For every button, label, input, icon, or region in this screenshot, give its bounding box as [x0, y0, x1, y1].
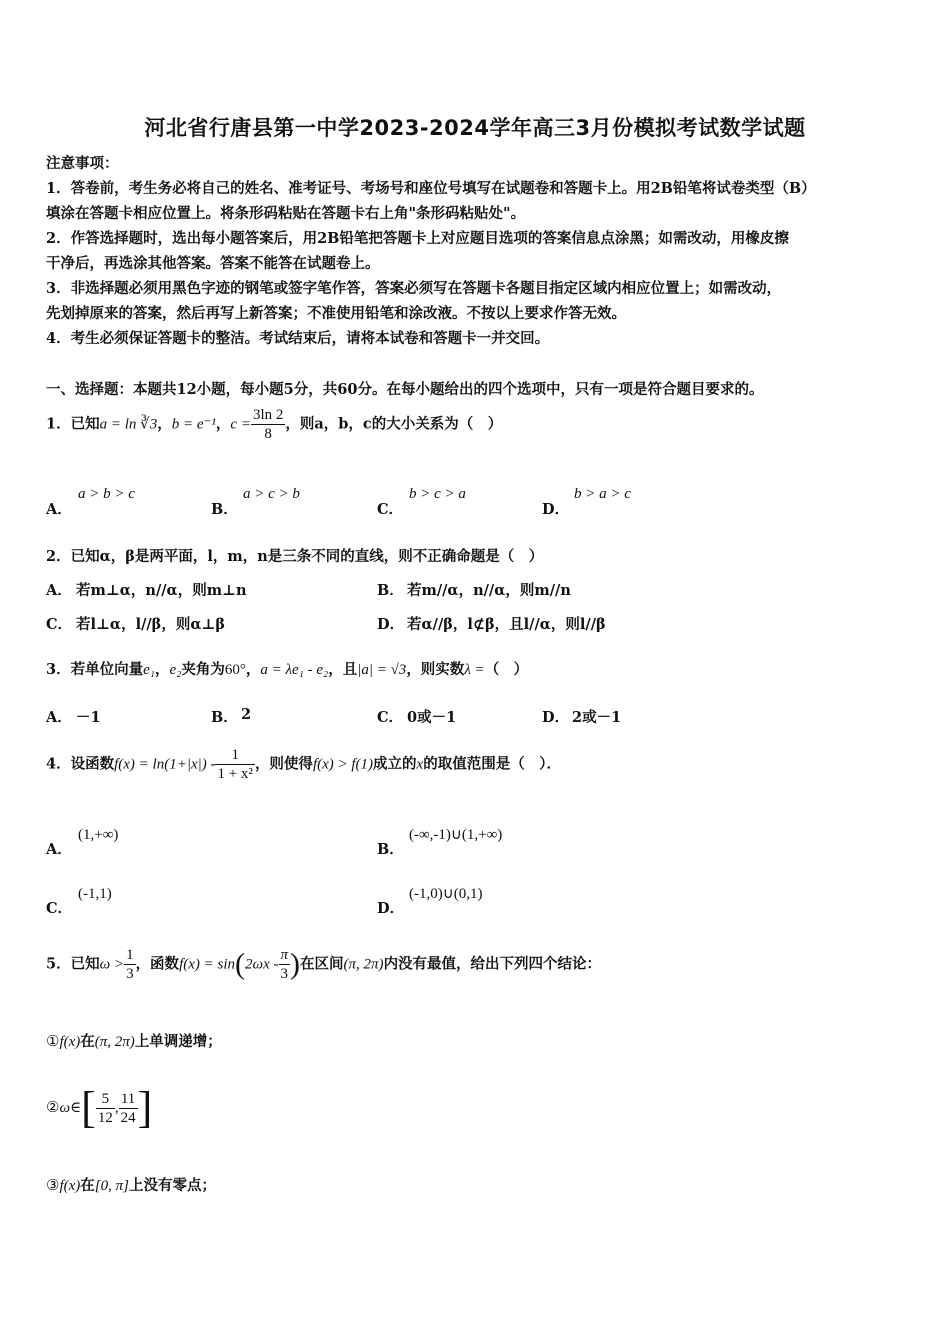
math-a-expr: a = ln ∛3	[99, 416, 158, 433]
notice-line: 干净后，再选涂其他答案。答案不能答在试题卷上。	[46, 255, 380, 272]
circled-number: ①	[46, 1034, 60, 1050]
option-text: 2	[241, 706, 252, 723]
fraction: $\frac{5}{12}$	[97, 1090, 113, 1126]
notice-line: 先划掉原来的答案，然后再写上新答案；不准使用铅笔和涂改液。不按以上要求作答无效。	[46, 305, 626, 322]
circled-number: ②	[46, 1100, 60, 1116]
option-math: (-1,1)	[78, 886, 112, 902]
option-math: (1,+∞)	[78, 827, 119, 843]
option-math: b > c > a	[409, 486, 466, 502]
option-text: 若m//α，n//α，则m//n	[407, 582, 571, 599]
option-label: D．	[542, 709, 570, 726]
question-1-stem: 1．已知a = ln ∛3，b = e⁻¹，c = $\frac{3\ln 2}{8}$ ，则a，b，c的大小关系为（ ）	[46, 407, 503, 442]
notice-line: 2．作答选择题时，选出每小题答案后，用2B铅笔把答题卡上对应题目选项的答案信息点涂黑；如需改动，用橡皮擦	[46, 230, 789, 247]
option-text: 若α//β，l⊄β，且l//α，则l//β	[407, 616, 606, 633]
notice-heading: 注意事项：	[46, 155, 119, 172]
fraction: $\frac{1}{3}$	[126, 947, 134, 982]
option-math: (-1,0)∪(0,1)	[409, 886, 483, 902]
notice-line: 填涂在答题卡相应位置上。将条形码粘贴在答题卡右上角"条形码粘贴处"。	[46, 205, 526, 222]
conclusion-3: ③f(x)在[0, π]上没有零点；	[46, 1177, 216, 1194]
option-math: (-∞,-1)∪(1,+∞)	[409, 827, 503, 843]
math-b-expr: b = e⁻¹	[171, 416, 216, 433]
option-text: 若l⊥α，l//β，则α⊥β	[76, 616, 226, 633]
option-text: 0或－1	[407, 709, 457, 726]
fraction: $\frac{11}{24}$	[120, 1090, 136, 1126]
question-2-stem: 2．已知α，β是两平面，l，m，n是三条不同的直线，则不正确命题是（ ）	[46, 548, 544, 565]
option-label: D．	[542, 501, 570, 518]
option-label: D．	[377, 616, 405, 633]
option-label: A．	[46, 841, 72, 858]
notice-line: 4．考生必须保证答题卡的整洁。考试结束后，请将本试卷和答题卡一并交回。	[46, 330, 550, 347]
option-label: A．	[46, 709, 72, 726]
option-label: B．	[211, 709, 238, 726]
option-label: C．	[377, 709, 404, 726]
option-math: a > c > b	[243, 486, 300, 502]
option-text: －1	[76, 709, 101, 726]
option-label: D．	[377, 900, 405, 917]
page-title: 河北省行唐县第一中学2023-2024学年高三3月份模拟考试数学试题	[144, 116, 806, 140]
section-heading: 一、选择题：本题共12小题，每小题5分，共60分。在每小题给出的四个选项中，只有一项是符合题目要求的。	[46, 381, 764, 398]
notice-line: 3．非选择题必须用黑色字迹的钢笔或签字笔作答，答案必须写在答题卡各题目指定区域内相应位置上；如需改动，	[46, 280, 782, 297]
notice-line: 1．答卷前，考生务必将自己的姓名、准考证号、考场号和座位号填写在试题卷和答题卡上。用2B铅笔将试卷类型（B）	[46, 180, 816, 197]
question-3-stem: 3．若单位向量e₁，e₂夹角为60°，a = λe₁ - e₂，且|a| = √3，则实数λ =（ ）	[46, 661, 529, 678]
conclusion-1: ①f(x)在(π, 2π)上单调递增；	[46, 1033, 222, 1050]
option-label: C．	[46, 616, 73, 633]
option-math: a > b > c	[78, 486, 135, 502]
option-label: C．	[377, 501, 404, 518]
option-label: A．	[46, 501, 72, 518]
option-label: C．	[46, 900, 73, 917]
option-label: A．	[46, 582, 72, 599]
circled-number: ③	[46, 1178, 60, 1194]
option-text: 若m⊥α，n//α，则m⊥n	[76, 582, 247, 599]
math-c-lhs: c =	[230, 416, 251, 433]
option-math: b > a > c	[574, 486, 631, 502]
option-label: B．	[377, 841, 404, 858]
option-text: 2或－1	[572, 709, 622, 726]
option-label: B．	[377, 582, 404, 599]
fraction: $\frac{1}{\text{1 + x²}}$	[217, 747, 253, 782]
fraction: $\frac{3\ln 2}{8}$	[252, 407, 284, 442]
question-4-stem: 4．设函数f(x) = ln(1+|x|) - $\frac{1}{\text{1 + x²}}$ ，则使得f(x) > f(1)成立的x的取值范围是（ ）．	[46, 747, 561, 782]
option-label: B．	[211, 501, 238, 518]
fraction: $\frac{\pi}{3}$	[280, 947, 289, 982]
question-5-stem: 5．已知ω > $\frac{1}{3}$ ，函数f(x) = sin(2ωx - $\frac{\pi}{3}$ )在区间(π, 2π)内没有最值，给出下列四个结论：	[46, 947, 602, 982]
conclusion-2: ②ω∈[ $\frac{5}{12}$ , $\frac{11}{24}$ ]	[46, 1083, 153, 1132]
